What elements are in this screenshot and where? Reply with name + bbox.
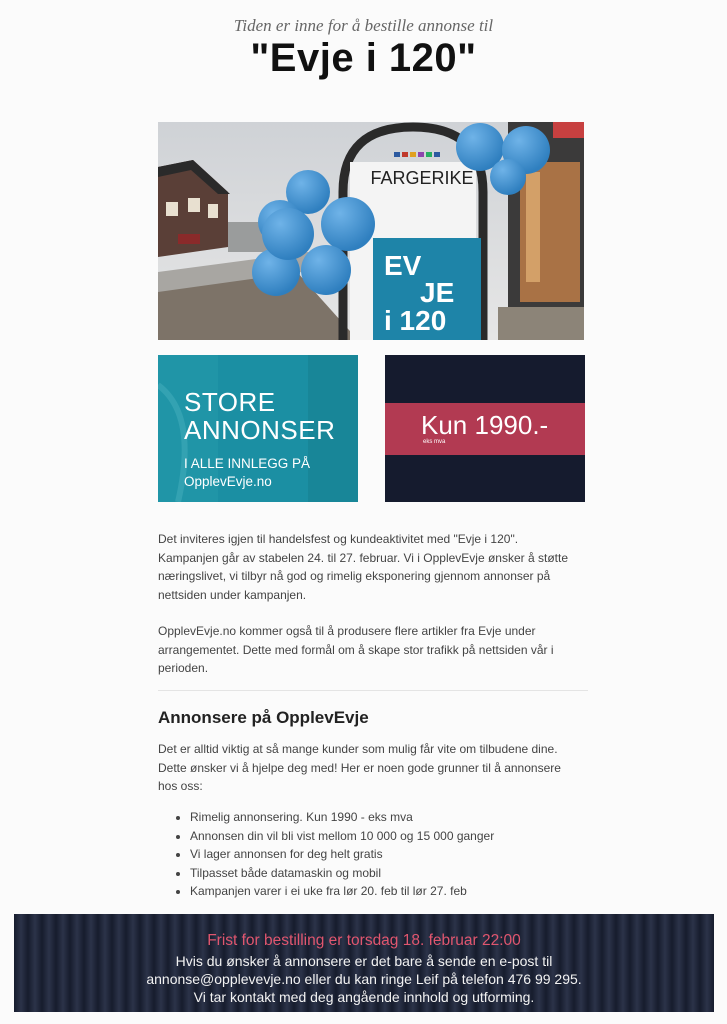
price-label: Kun 1990.- xyxy=(421,410,549,440)
reasons-intro-line: Det er alltid viktig at så mange kunder som mulig får vite om tilbudene dine. xyxy=(158,742,558,756)
section-divider xyxy=(158,690,588,691)
reasons-intro-paragraph xyxy=(158,740,578,796)
section-heading: Annonsere på OpplevEvje xyxy=(158,708,369,727)
intro-paragraph xyxy=(158,530,578,604)
promo-tile-price xyxy=(385,355,585,502)
tile-subline xyxy=(184,455,310,491)
articles-line: OpplevEvje.no kommer også til å produsere flere artikler fra Evje under xyxy=(158,624,536,638)
reasons-intro-line: Dette ønsker vi å hjelpe deg med! Her er noen gode grunner til å annonsere xyxy=(158,760,561,775)
tile-subline-line2: OpplevEvje.no xyxy=(184,474,272,489)
flyer-kicker: Tiden er inne for å bestille annonse til xyxy=(233,16,494,35)
promo-tile-big-ads xyxy=(158,355,358,502)
reasons-list xyxy=(158,808,494,901)
flyer-title: "Evje i 120" xyxy=(250,36,477,80)
intro-line: Det inviteres igjen til handelsfest og kundeaktivitet med "Evje i 120". xyxy=(158,532,519,546)
hero-photo xyxy=(158,122,584,340)
campaign-logo-line3: i 120 xyxy=(384,305,447,336)
articles-line: arrangementet. Dette med formål om å skape stor trafikk på nettsiden vår i xyxy=(158,642,554,657)
tile-headline-line1: STORE xyxy=(184,387,276,417)
deadline-text: Frist for bestilling er torsdag 18. februar 22:00 xyxy=(207,932,521,949)
reason-item: • Vi lager annonsen for deg helt gratis xyxy=(190,845,494,864)
contact-line: Hvis du ønsker å annonsere er det bare å sende en e-post til xyxy=(175,953,553,969)
campaign-logo-line2: JE xyxy=(420,277,455,308)
reasons-intro-line: hos oss: xyxy=(158,779,203,793)
contact-line: annonse@opplevevje.no eller du kan ringe Leif på telefon 476 99 295. xyxy=(146,971,582,987)
price-sublabel: eks mva xyxy=(423,439,446,445)
tile-subline-line1: I ALLE INNLEGG PÅ xyxy=(184,456,311,471)
intro-line: Kampanjen går av stabelen 24. til 27. februar. Vi i OpplevEvje ønsker å støtte xyxy=(158,550,568,565)
tile-headline-line2: ANNONSER xyxy=(184,415,336,445)
intro-line: næringslivet, vi tilbyr nå god og rimelig eksponering gjennom annonser på xyxy=(158,569,551,583)
store-sign-text: FARGERIKE xyxy=(370,168,474,188)
reason-item: • Kampanjen varer i ei uke fra lør 20. feb til lør 27. feb xyxy=(190,882,494,901)
reason-item: • Annonsen din vil bli vist mellom 10 000 og 15 000 ganger xyxy=(190,827,494,846)
articles-paragraph xyxy=(158,622,578,678)
intro-line: nettsiden under kampanjen. xyxy=(158,587,307,602)
articles-line: perioden. xyxy=(158,661,209,675)
campaign-logo-line1: EV xyxy=(384,250,422,281)
contact-line: Vi tar kontakt med deg angående innhold og utforming. xyxy=(193,989,535,1005)
contact-footer xyxy=(14,914,714,1012)
contact-text xyxy=(14,952,714,1006)
reason-item: • Tilpasset både datamaskin og mobil xyxy=(190,864,494,883)
reason-item: • Rimelig annonsering. Kun 1990 - eks mva xyxy=(190,808,494,827)
tile-headline xyxy=(184,388,335,444)
